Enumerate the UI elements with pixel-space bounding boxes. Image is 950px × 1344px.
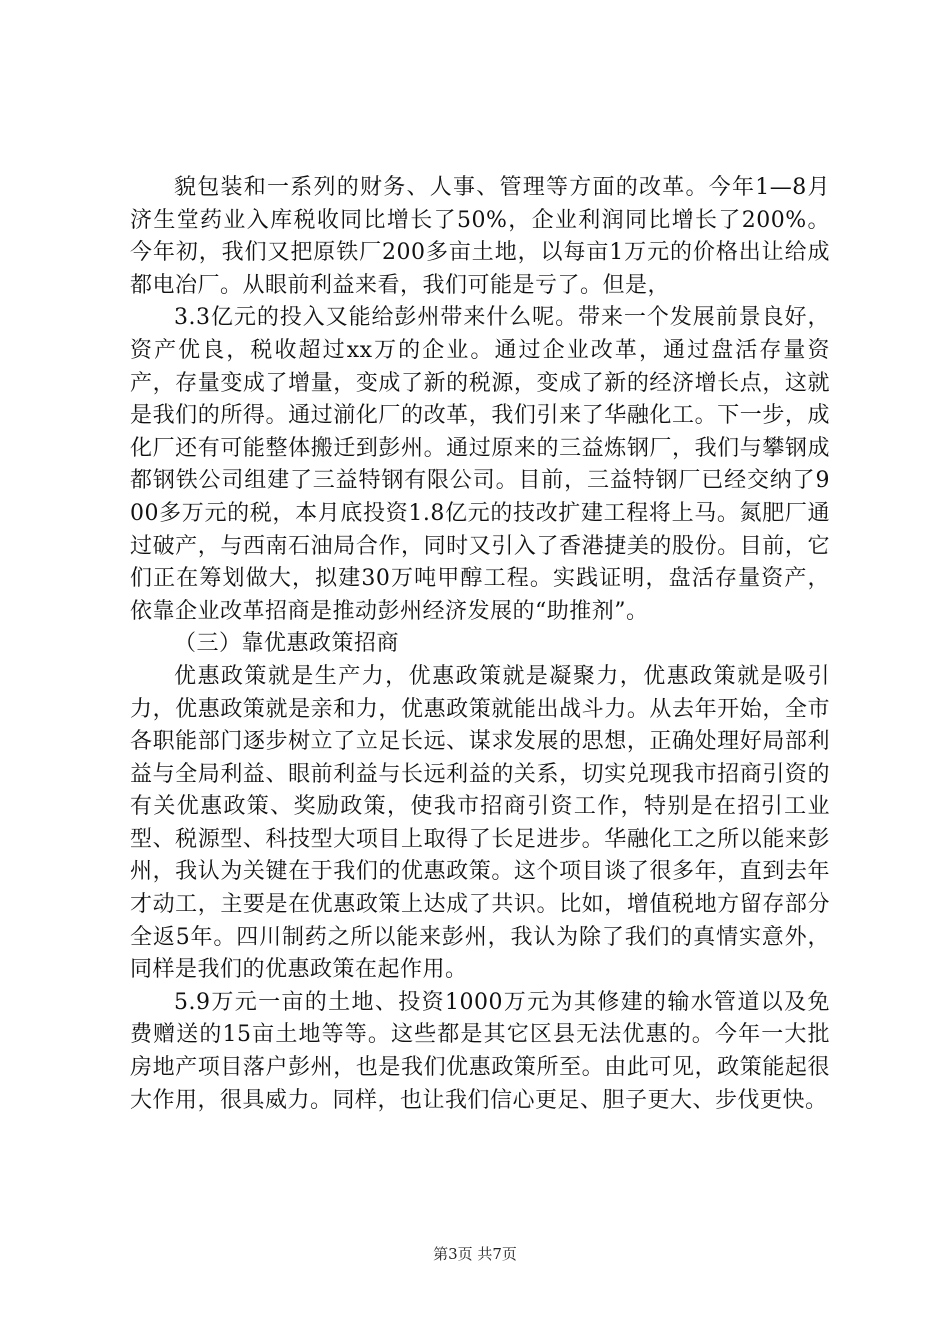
paragraph-reform-continuation: 貌包装和一系列的财务、人事、管理等方面的改革。今年1—8月济生堂药业入库税收同比增长了50%，企业利润同比增长了200%。今年初，我们又把原铁厂200多亩土地，以每亩1万元的价格出让给成都电冶厂。从眼前利益来看，我们可能是亏了。但是， — [130, 175, 830, 298]
paragraph-investment-returns: 3.3亿元的投入又能给彭州带来什么呢。带来一个发展前景良好，资产优良，税收超过xx万的企业。通过企业改革，通过盘活存量资产，存量变成了增量，变成了新的税源，变成了新的经济增长点，这就是我们的所得。通过湔化厂的改革，我们引来了华融化工。下一步，成化厂还有可能整体搬迁到彭州。通过原来的三益炼钢厂，我们与攀钢成都钢铁公司组建了三益特钢有限公司。目前，三益特钢厂已经交纳了900多万元的税，本月底投资1.8亿元的技改扩建工程将上马。氮肥厂通过破产，与西南石油局合作，同时又引入了香港捷美的股份。目前，它们正在筹划做大，拟建30万吨甲醇工程。实践证明，盘活存量资产，依靠企业改革招商是推动彭州经济发展的“助推剂”。 — [130, 305, 830, 624]
paragraph-preferential-policy: 优惠政策就是生产力，优惠政策就是凝聚力，优惠政策就是吸引力，优惠政策就是亲和力，优惠政策就能出战斗力。从去年开始，全市各职能部门逐步树立了立足长远、谋求发展的思想，正确处理好局部利益与全局利益、眼前利益与长远利益的关系，切实兑现我市招商引资的有关优惠政策、奖励政策，使我市招商引资工作，特别是在招引工业型、税源型、科技型大项目上取得了长足进步。华融化工之所以能来彭州，我认为关键在于我们的优惠政策。这个项目谈了很多年，直到去年才动工，主要是在优惠政策上达成了共识。比如，增值税地方留存部分全返5年。四川制药之所以能来彭州，我认为除了我们的真情实意外，同样是我们的优惠政策在起作用。 — [130, 663, 830, 983]
paragraph-policy-results: 5.9万元一亩的土地、投资1000万元为其修建的输水管道以及免费赠送的15亩土地等等。这些都是其它区县无法优惠的。今年一大批房地产项目落户彭州，也是我们优惠政策所至。由此可见，政策能起很大作用，很具威力。同样，也让我们信心更足、胆子更大、步伐更快。 — [130, 989, 830, 1113]
page-number-footer: 第3页 共7页 — [433, 1245, 517, 1263]
document-body — [130, 172, 830, 1117]
section-heading-preferential-policy: （三）靠优惠政策招商 — [174, 631, 400, 657]
